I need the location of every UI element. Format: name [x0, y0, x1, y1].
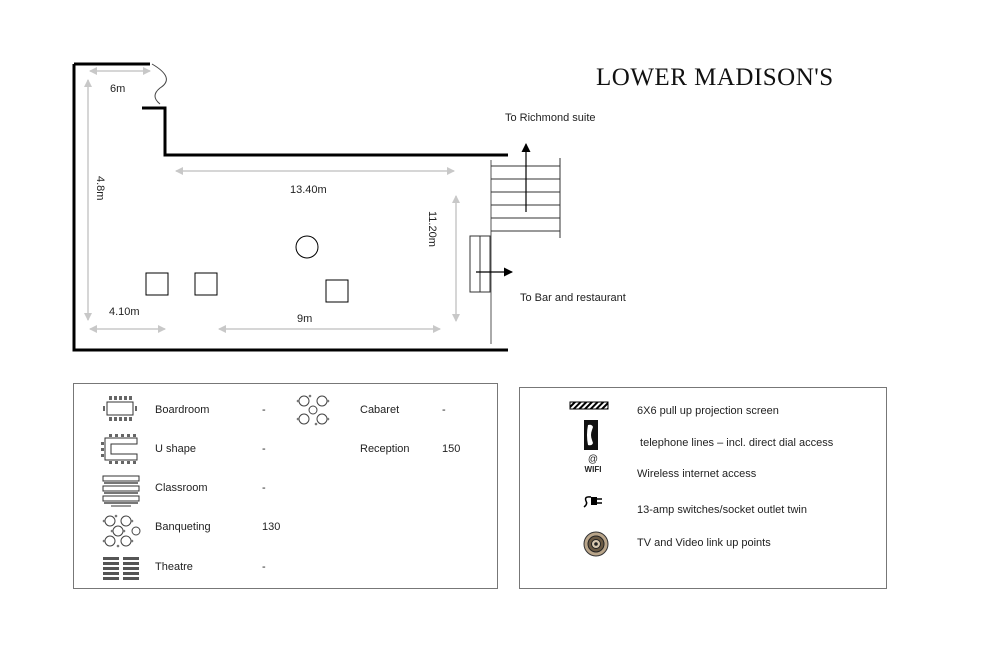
projection-screen-icon [569, 401, 609, 411]
facility-socket: 13-amp switches/socket outlet twin [637, 504, 807, 516]
facility-projection-screen: 6X6 pull up projection screen [637, 405, 779, 417]
dim-bottom-right: 9m [297, 313, 313, 325]
square-pillar [146, 273, 168, 295]
socket-icon [583, 494, 603, 510]
capacity-value-theatre: - [262, 561, 266, 573]
dim-top-width: 6m [110, 83, 126, 95]
page-title: LOWER MADISON'S [596, 64, 834, 91]
capacity-label-classroom: Classroom [155, 482, 208, 494]
wifi-icon-text: WIFI [584, 465, 602, 474]
square-pillar [326, 280, 348, 302]
capacity-value-classroom: - [262, 482, 266, 494]
wifi-icon [583, 455, 603, 475]
exit-bar-label: To Bar and restaurant [520, 292, 626, 304]
round-pillar [296, 236, 318, 258]
capacity-value-u-shape: - [262, 443, 266, 455]
boardroom-icon [103, 394, 137, 424]
tv-video-icon [583, 531, 609, 557]
capacity-value-cabaret: - [442, 404, 446, 416]
u-shape-icon [101, 434, 141, 464]
cabaret-icon [295, 392, 333, 426]
at-symbol: @ [587, 454, 599, 465]
theatre-icon [102, 556, 142, 582]
dim-left-height: 4.8m [94, 176, 106, 201]
dim-room-height: 11.20m [426, 211, 438, 247]
facility-wifi: Wireless internet access [637, 468, 757, 480]
square-pillar [195, 273, 217, 295]
banqueting-icon [101, 512, 143, 548]
exit-richmond-label: To Richmond suite [505, 112, 596, 124]
capacity-label-cabaret: Cabaret [360, 404, 400, 416]
capacity-value-reception: 150 [442, 443, 461, 455]
door-icon [152, 64, 166, 104]
facilities-legend [519, 387, 887, 589]
capacity-label-theatre: Theatre [155, 561, 193, 573]
capacity-value-banqueting: 130 [262, 521, 281, 533]
capacity-label-boardroom: Boardroom [155, 404, 210, 416]
telephone-icon [584, 420, 598, 450]
bar-door [470, 236, 490, 292]
dim-bottom-left: 4.10m [109, 306, 140, 318]
capacity-value-boardroom: - [262, 404, 266, 416]
facility-tv-video: TV and Video link up points [637, 537, 771, 549]
dim-room-length: 13.40m [290, 184, 327, 196]
capacity-label-u-shape: U shape [155, 443, 196, 455]
capacity-legend [73, 383, 498, 589]
facility-telephone: telephone lines – incl. direct dial access [637, 437, 834, 449]
capacity-label-banqueting: Banqueting [155, 521, 211, 533]
capacity-label-reception: Reception [360, 443, 410, 455]
classroom-icon [101, 474, 141, 508]
